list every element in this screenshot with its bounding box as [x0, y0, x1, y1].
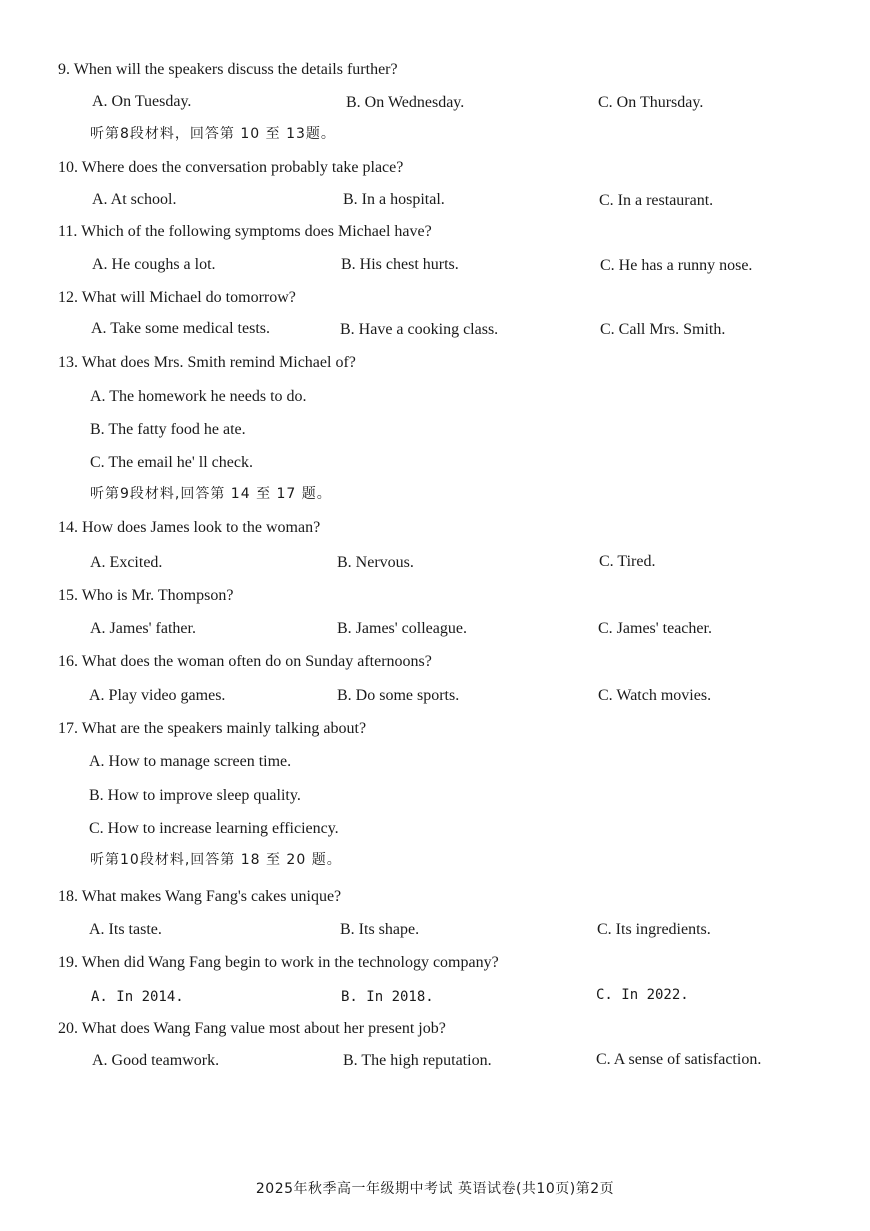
question-stem: 19. When did Wang Fang begin to work in the technology company? [58, 954, 499, 971]
option-a: A. James' father. [90, 620, 196, 637]
question-stem: 16. What does the woman often do on Sunday afternoons? [58, 653, 432, 670]
question-stem: 20. What does Wang Fang value most about her present job? [58, 1020, 446, 1037]
option-c: C. Watch movies. [598, 687, 712, 704]
option-c: C. The email he' ll check. [90, 454, 253, 471]
question-stem: 17. What are the speakers mainly talking about? [58, 720, 367, 737]
option-b: B. On Wednesday. [346, 94, 465, 111]
option-a: A. Take some medical tests. [91, 320, 270, 337]
question-stem: 11. Which of the following symptoms does Michael have? [58, 223, 432, 240]
option-b: B. The high reputation. [343, 1052, 492, 1069]
option-b: B. Its shape. [340, 921, 420, 938]
option-a: A. At school. [92, 191, 177, 208]
section-instruction: 听第10段材料,回答第 18 至 20 题。 [90, 852, 342, 868]
option-a: A. Its taste. [89, 921, 162, 938]
option-a: A. In 2014. [91, 989, 184, 1005]
page-footer: 2025年秋季高一年级期中考试 英语试卷(共10页)第2页 [255, 1181, 615, 1197]
question-stem: 10. Where does the conversation probably take place? [58, 159, 404, 176]
option-c: C. In a restaurant. [599, 192, 714, 209]
option-a: A. Play video games. [89, 687, 226, 704]
section-instruction: 听第9段材料,回答第 14 至 17 题。 [90, 486, 332, 502]
option-b: B. James' colleague. [337, 620, 467, 637]
option-b: B. Do some sports. [337, 687, 460, 704]
option-c: C. How to increase learning efficiency. [89, 820, 339, 837]
option-b: B. In 2018. [341, 989, 434, 1005]
option-b: B. His chest hurts. [341, 256, 459, 273]
option-b: B. Have a cooking class. [340, 321, 499, 338]
question-stem: 9. When will the speakers discuss the details further? [58, 61, 398, 78]
question-stem: 14. How does James look to the woman? [58, 519, 321, 536]
option-a: A. How to manage screen time. [89, 753, 292, 770]
question-stem: 18. What makes Wang Fang's cakes unique? [58, 888, 342, 905]
option-c: C. In 2022. [596, 987, 689, 1003]
option-b: B. In a hospital. [343, 191, 445, 208]
question-stem: 15. Who is Mr. Thompson? [58, 587, 234, 604]
option-c: C. Tired. [599, 553, 656, 570]
option-a: A. Good teamwork. [92, 1052, 220, 1069]
section-instruction: 听第8段材料，回答第 10 至 13题。 [90, 126, 336, 142]
option-c: C. He has a runny nose. [600, 257, 753, 274]
question-stem: 13. What does Mrs. Smith remind Michael of? [58, 354, 356, 371]
option-a: A. He coughs a lot. [92, 256, 216, 273]
option-c: C. James' teacher. [598, 620, 712, 637]
option-c: C. A sense of satisfaction. [596, 1051, 762, 1068]
option-c: C. Call Mrs. Smith. [600, 321, 726, 338]
option-b: B. The fatty food he ate. [90, 421, 246, 438]
option-a: A. The homework he needs to do. [90, 388, 307, 405]
question-stem: 12. What will Michael do tomorrow? [58, 289, 296, 306]
option-a: A. Excited. [90, 554, 163, 571]
option-a: A. On Tuesday. [92, 93, 192, 110]
option-b: B. Nervous. [337, 554, 414, 571]
option-c: C. Its ingredients. [597, 921, 711, 938]
option-b: B. How to improve sleep quality. [89, 787, 301, 804]
option-c: C. On Thursday. [598, 94, 704, 111]
